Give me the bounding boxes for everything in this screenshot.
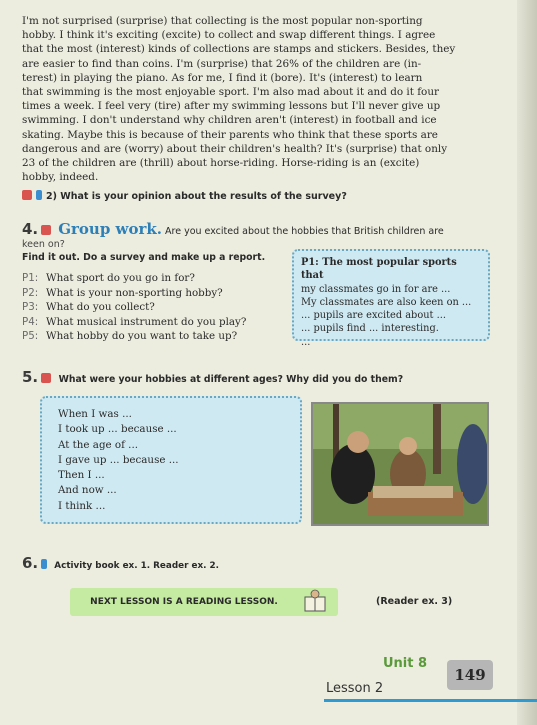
paragraph-line: swimming. I don't understand why children aren't (interest) in football and ice [22, 114, 437, 127]
prompts-box [40, 396, 302, 524]
survey-question [22, 300, 246, 315]
survey-question [22, 329, 246, 344]
exercise-4-text: Are you excited about the hobbies that British children are [165, 226, 444, 237]
pupil-label: P5: [22, 330, 39, 342]
pupil-label: P2: [22, 286, 39, 299]
paragraph-line: dangerous and are (worry) about their children's health? It's (surprise) that only [22, 142, 448, 155]
paragraph-line: 23 of the children are (thrill) about horse-riding. Horse-riding is an (excite) [22, 157, 420, 170]
book-icon [41, 559, 47, 569]
photo-illustration [313, 404, 487, 524]
report-line: ... [301, 336, 311, 348]
question-text: What is your non-sporting hobby? [46, 286, 223, 299]
lesson-label: Lesson 2 [326, 681, 384, 696]
prompt-line: At the age of ... [58, 438, 139, 451]
speaking-icon [22, 190, 32, 200]
reader-exercise: (Reader ex. 3) [376, 596, 453, 607]
report-line: P1: The most popular sports that [301, 257, 457, 282]
paragraph-line: are easier to find than coins. I'm (surprise) that 26% of the children are (in- [22, 57, 422, 70]
footer-rule [324, 699, 537, 702]
paragraph-line: hobby, indeed. [22, 171, 99, 184]
prompt-line: When I was ... [58, 408, 132, 420]
group-work-title: Group work. [58, 220, 162, 238]
page-gutter [517, 0, 537, 725]
paragraph-line: skating. Maybe this is because of their parents who think that these sports are [22, 128, 438, 141]
survey-questions [22, 271, 246, 344]
exercise-6-text: Activity book ex. 1. Reader ex. 2. [54, 561, 220, 571]
children-chess-photo [311, 402, 489, 526]
survey-question [22, 271, 246, 286]
unit-label: Unit 8 [383, 656, 428, 671]
exercise-6 [22, 554, 219, 572]
exercise-5 [22, 368, 403, 386]
question-2-text: 2) What is your opinion about the results of the survey? [46, 191, 347, 202]
survey-question [22, 315, 246, 330]
survey-question [22, 286, 246, 301]
report-line: ... pupils are excited about ... [301, 310, 446, 322]
paragraph-line: that the most (interest) kinds of collections are stamps and stickers. Besides, they [22, 43, 456, 56]
reading-book-icon [302, 589, 328, 615]
group-work-icon [41, 225, 51, 235]
survey-paragraph [22, 14, 490, 184]
page-number: 149 [447, 660, 493, 690]
pupil-label: P1: [22, 272, 39, 284]
pupil-label: P4: [22, 315, 39, 328]
question-text: What hobby do you want to take up? [46, 330, 238, 342]
survey-task: Find it out. Do a survey and make up a report. [22, 252, 266, 263]
banner-text: NEXT LESSON IS A READING LESSON. [90, 597, 278, 607]
pair-icon [36, 190, 42, 200]
paragraph-line: hobby. I think it's exciting (excite) to collect and swap different things. I agree [22, 29, 436, 42]
paragraph-line: terest) in playing the piano. As for me, I find it (bore). It's (interest) to learn [22, 71, 423, 84]
speaking-icon [41, 373, 51, 383]
paragraph-line: times a week. I feel very (tire) after my swimming lessons but I'll never give up [22, 100, 441, 113]
prompt-line: And now ... [58, 484, 117, 497]
exercise-number: 6. [22, 554, 39, 572]
question-text: What do you collect? [46, 301, 155, 313]
exercise-4 [22, 220, 502, 250]
report-line: my classmates go in for are ... [301, 283, 451, 295]
question-text: What sport do you go in for? [46, 272, 195, 284]
paragraph-line: that swimming is the most enjoyable sport. I'm also mad about it and do it four [22, 86, 439, 99]
exercise-number: 5. [22, 368, 39, 386]
prompt-line: I gave up ... because ... [58, 453, 179, 466]
exercise-4-text-cont: keen on? [22, 239, 65, 250]
prompt-line: Then I ... [58, 469, 105, 482]
report-line: My classmates are also keen on ... [301, 296, 472, 308]
prompt-line: I think ... [58, 499, 106, 512]
paragraph-line: I'm not surprised (surprise) that collecting is the most popular non-sporting [22, 15, 423, 27]
next-lesson-banner [70, 588, 338, 616]
exercise-number: 4. [22, 220, 39, 238]
question-text: What musical instrument do you play? [46, 315, 247, 328]
report-line: ... pupils find ... interesting. [301, 323, 439, 335]
report-box [292, 249, 490, 348]
question-2 [22, 190, 347, 202]
exercise-5-title: What were your hobbies at different ages? Why did you do them? [58, 374, 404, 385]
prompt-line: I took up ... because ... [58, 423, 177, 436]
pupil-label: P3: [22, 301, 39, 313]
